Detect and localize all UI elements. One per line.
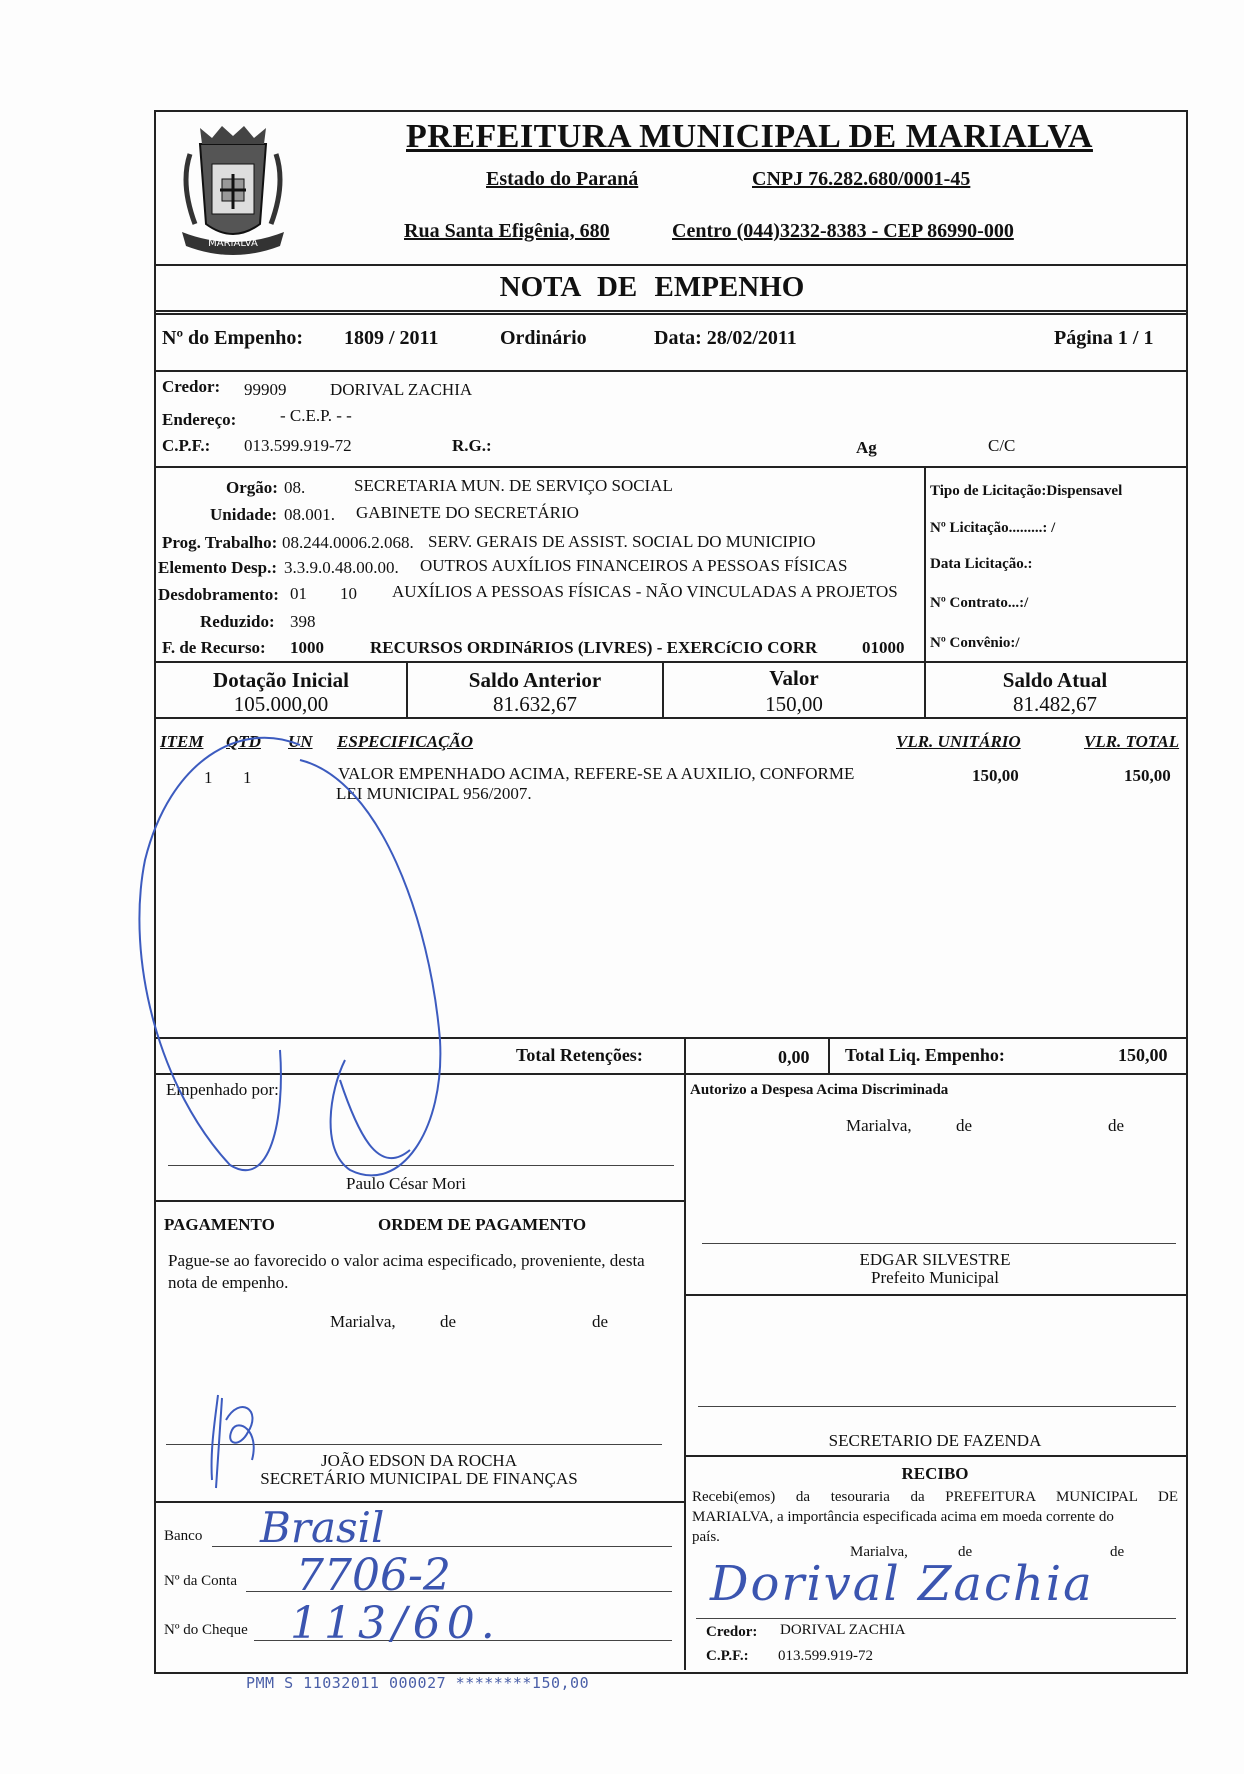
empenho-type: Ordinário [500,327,587,349]
recurso-num: 01000 [862,638,905,657]
item-1-item: 1 [204,768,213,787]
autorizo-place: Marialva, [846,1116,912,1135]
autorizo-de1: de [956,1116,973,1135]
unidade-label: Unidade: [210,505,278,524]
cc-label: C/C [988,436,1016,455]
recibo-place: Marialva, [850,1544,908,1560]
municipal-seal [160,114,306,260]
licitacao-numero: Nº Licitação.........: / [930,520,1056,536]
recurso-label: F. de Recurso: [162,638,266,657]
rg-label: R.G.: [452,436,492,455]
credor-name: DORIVAL ZACHIA [330,380,473,399]
pagamento-de2: de [592,1312,609,1331]
recurso-name: RECURSOS ORDINáRIOS (LIVRES) - EXERCíCIO CORR [370,638,818,657]
elemento-label: Elemento Desp.: [158,558,277,577]
licitacao-tipo [930,483,1122,500]
state-label: Estado do Paraná [486,168,639,190]
payment-stamp: PMM S 11032011 000027 ********150,00 [246,1674,590,1692]
saldo-atual-value: 81.482,67 [1013,692,1097,716]
conta-label: Nº da Conta [164,1573,237,1589]
cnpj-label: CNPJ 76.282.680/0001-45 [752,168,971,190]
recibo-cpf-label: C.P.F.: [706,1648,749,1664]
banco-handwritten: Brasil [260,1503,385,1552]
reduzido-value: 398 [290,612,316,631]
cheque-label: Nº do Cheque [164,1622,248,1638]
ag-label: Ag [856,438,877,457]
prog-name: SERV. GERAIS DE ASSIST. SOCIAL DO MUNICIPIO [428,532,816,551]
recibo-de2: de [1110,1544,1125,1560]
cpf-label: C.P.F.: [162,436,211,455]
desdobramento-code1: 01 [290,584,307,603]
retencoes-value: 0,00 [778,1047,810,1067]
item-1-total: 150,00 [1124,766,1171,785]
col-un: UN [288,732,313,751]
unidade-code: 08.001. [284,505,335,524]
autorizo-role: Prefeito Municipal [871,1268,999,1287]
item-1-spec-line2: LEI MUNICIPAL 956/2007. [336,784,532,803]
district-phone-cep: Centro (044)3232-8383 - CEP 86990-000 [672,220,1014,242]
empenho-page: Página 1 / 1 [1054,327,1154,349]
empenhado-label: Empenhado por: [166,1080,279,1099]
item-1-qtd: 1 [243,768,252,787]
desdobramento-name: AUXÍLIOS A PESSOAS FÍSICAS - NÃO VINCULADAS A PROJETOS [392,582,898,601]
pagamento-place: Marialva, [330,1312,396,1331]
credor-code: 99909 [244,380,287,399]
saldo-anterior-value: 81.632,67 [493,692,577,716]
address-label: Rua Santa Efigênia, 680 [404,220,610,242]
licitacao-contrato: Nº Contrato...:/ [930,595,1029,611]
valor-value: 150,00 [765,692,823,716]
prog-label: Prog. Trabalho: [162,533,278,552]
col-unit: VLR. UNITÁRIO [896,732,1021,751]
recibo-credor: DORIVAL ZACHIA [780,1622,906,1638]
pagamento-de1: de [440,1312,457,1331]
ordem-pagamento-label: ORDEM DE PAGAMENTO [378,1215,587,1234]
seal-label: MARIALVA [208,238,258,249]
item-1-spec-line1: VALOR EMPENHADO ACIMA, REFERE-SE A AUXILIO, CONFORME [338,764,855,783]
pagamento-role: SECRETÁRIO MUNICIPAL DE FINANÇAS [260,1469,578,1488]
liq-label: Total Liq. Empenho: [845,1045,1005,1065]
doc-title: NOTA DE EMPENHO [499,271,805,303]
autorizo-de2: de [1108,1116,1125,1135]
empenho-number: 1809 / 2011 [344,327,439,349]
col-total: VLR. TOTAL [1084,732,1180,751]
desdobramento-code2: 10 [340,584,357,603]
liq-value: 150,00 [1118,1045,1168,1065]
empenho-date: Data: 28/02/2011 [654,327,797,349]
dotacao-value: 105.000,00 [233,692,329,716]
recibo-text-line3: país. [692,1529,720,1545]
pagamento-label: PAGAMENTO [164,1215,275,1234]
valor-label: Valor [769,666,819,690]
col-qtd: QTD [226,732,261,751]
prog-code: 08.244.0006.2.068. [282,533,414,552]
endereco-label: Endereço: [162,410,237,429]
retencoes-label: Total Retenções: [516,1045,643,1065]
recibo-de1: de [958,1544,973,1560]
orgao-code: 08. [284,478,306,497]
saldo-anterior-label: Saldo Anterior [468,668,602,692]
recibo-cpf: 013.599.919-72 [778,1648,873,1664]
cpf-value: 013.599.919-72 [244,436,352,455]
recurso-code: 1000 [290,638,324,657]
recibo-signature: Dorival Zachia [710,1556,1094,1612]
orgao-label: Orgão: [226,478,278,497]
autorizo-signer: EDGAR SILVESTRE [859,1250,1011,1269]
credor-label: Credor: [162,377,221,396]
cheque-handwritten: 113/60. [290,1598,501,1649]
desdobramento-label: Desdobramento: [158,585,279,604]
banco-label: Banco [164,1528,203,1544]
empenhado-signer: Paulo César Mori [346,1174,466,1193]
recibo-credor-label: Credor: [706,1624,758,1640]
licitacao-convenio: Nº Convênio:/ [930,635,1020,651]
dotacao-label: Dotação Inicial [213,668,349,692]
licitacao-tipo-text: Tipo de Licitação:Dispensavel [930,483,1123,499]
recibo-label: RECIBO [901,1464,969,1483]
autorizo-label: Autorizo a Despesa Acima Discriminada [690,1082,949,1098]
pagamento-text-line2: nota de empenho. [168,1273,289,1292]
orgao-name: SECRETARIA MUN. DE SERVIÇO SOCIAL [354,476,673,495]
item-1-unit: 150,00 [972,766,1019,785]
licitacao-data: Data Licitação.: [930,556,1033,572]
unidade-name: GABINETE DO SECRETÁRIO [356,503,579,522]
conta-handwritten: 7706-2 [296,1550,451,1601]
col-spec: ESPECIFICAÇÃO [337,732,474,751]
pagamento-signer: JOÃO EDSON DA ROCHA [321,1451,517,1470]
endereco-value: - C.E.P. - - [280,406,352,425]
recibo-text-line2: MARIALVA, a importância especificada acima em moeda corrente do [692,1509,1114,1525]
pagamento-text-line1: Pague-se ao favorecido o valor acima especificado, proveniente, desta [168,1251,645,1270]
saldo-atual-label: Saldo Atual [1002,668,1108,692]
reduzido-label: Reduzido: [200,612,275,631]
elemento-code: 3.3.9.0.48.00.00. [284,558,399,577]
col-item: ITEM [160,732,204,751]
fazenda-label: SECRETARIO DE FAZENDA [828,1431,1042,1450]
page-title: PREFEITURA MUNICIPAL DE MARIALVA [406,118,1093,155]
recibo-text-line1: Recebi(emos) da tesouraria da PREFEITURA MUNICIPAL DE [692,1489,1178,1505]
elemento-name: OUTROS AUXÍLIOS FINANCEIROS A PESSOAS FÍSICAS [420,556,848,575]
empenho-number-label: Nº do Empenho: [162,327,304,349]
